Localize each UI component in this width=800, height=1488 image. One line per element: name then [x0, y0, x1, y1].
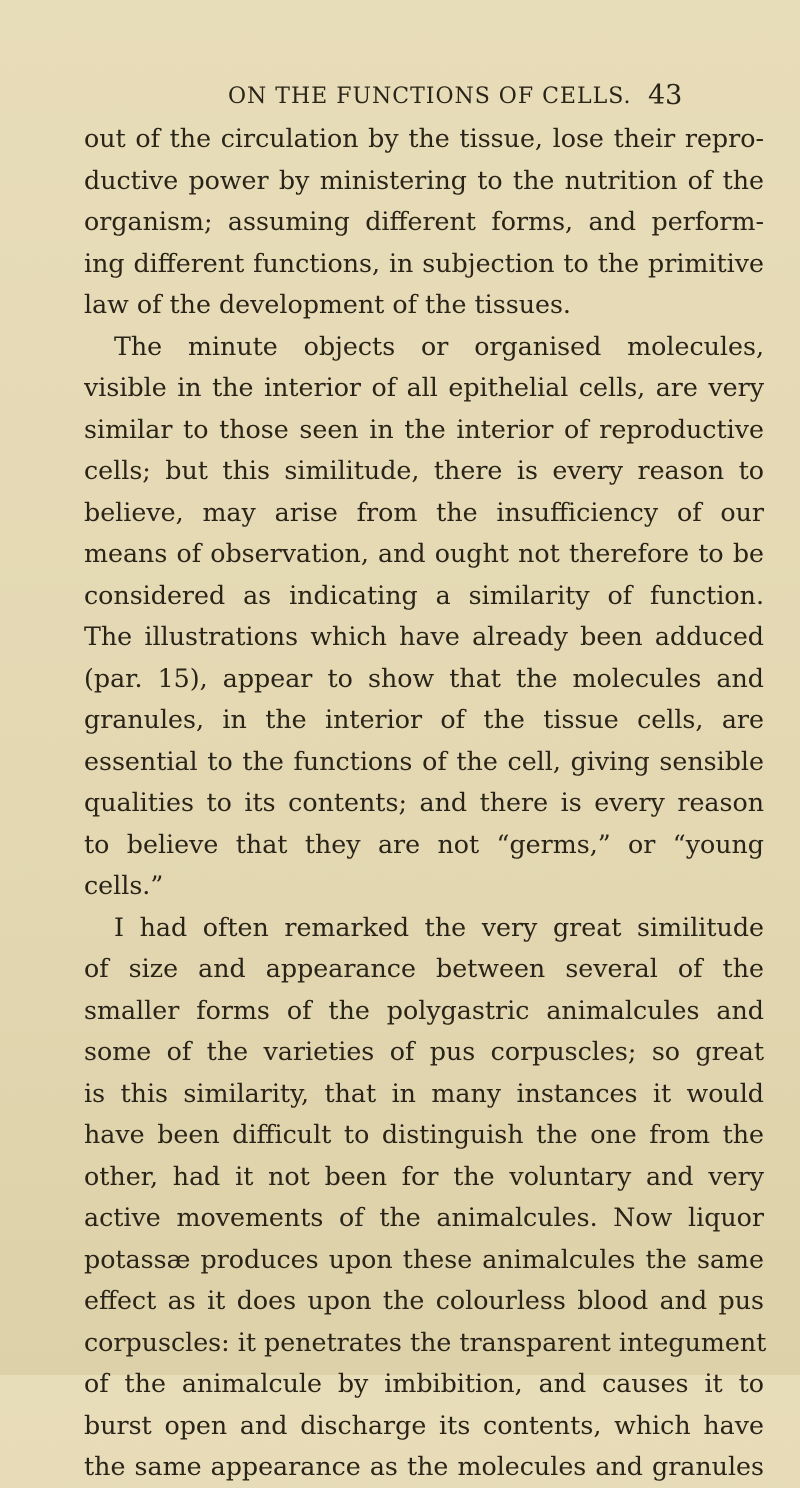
body-text — [84, 118, 767, 1488]
running-title: ON THE FUNCTIONS OF CELLS. — [228, 84, 632, 109]
text-line: ductive power by ministering to the nutrition of the — [84, 165, 764, 195]
text-line: burst open and discharge its contents, which have — [84, 1410, 764, 1440]
text-line: cells; but this similitude, there is every reason to — [84, 456, 764, 485]
text-line: out of the circulation by the tissue, lose their repro- — [84, 124, 764, 153]
text-line: essential to the functions of the cell, giving sensible — [84, 746, 764, 776]
text-line: law of the development of the tissues. — [84, 290, 571, 319]
text-line: means of observation, and ought not therefore to be — [84, 539, 764, 568]
text-line: visible in the interior of all epithelial cells, are very — [84, 373, 764, 402]
text-line: granules, in the interior of the tissue cells, are — [84, 705, 764, 734]
text-line: (par. 15), appear to show that the molecules and — [84, 663, 764, 693]
text-line: I had often remarked the very great similitude — [114, 912, 764, 942]
text-line: cells.” — [84, 871, 164, 900]
text-line: The illustrations which have already been adduced — [84, 622, 764, 651]
text-line: potassæ produces upon these animalcules the same — [84, 1244, 764, 1274]
text-line: other, had it not been for the voluntary and very — [84, 1161, 764, 1191]
text-line: the same appearance as the molecules and granules — [84, 1452, 764, 1481]
text-line: considered as indicating a similarity of function. — [84, 580, 764, 610]
text-line: have been difficult to distinguish the one from the — [84, 1120, 764, 1149]
text-line: is this similarity, that in many instances it would — [84, 1078, 764, 1108]
text-line: of size and appearance between several of the — [84, 954, 764, 983]
page-number: 43 — [648, 80, 683, 111]
text-line: ing different functions, in subjection to the primitive — [84, 248, 764, 278]
text-line: smaller forms of the polygastric animalcules and — [84, 995, 764, 1025]
text-line: to believe that they are not “germs,” or “young — [84, 829, 764, 859]
text-line: believe, may arise from the insufficiency of our — [84, 497, 764, 527]
text-line: of the animalcule by imbibition, and causes it to — [84, 1369, 764, 1398]
text-line: The minute objects or organised molecules, — [114, 331, 764, 361]
text-line: qualities to its contents; and there is every reason — [84, 788, 764, 817]
text-line: active movements of the animalcules. Now liquor — [84, 1203, 764, 1232]
text-line: effect as it does upon the colourless blood and pus — [84, 1286, 764, 1315]
text-line: similar to those seen in the interior of reproductive — [84, 414, 764, 444]
text-line: organism; assuming different forms, and perform- — [84, 207, 764, 236]
text-line: corpuscles: it penetrates the transparent integument — [84, 1327, 767, 1357]
text-line: some of the varieties of pus corpuscles; so great — [84, 1037, 764, 1066]
